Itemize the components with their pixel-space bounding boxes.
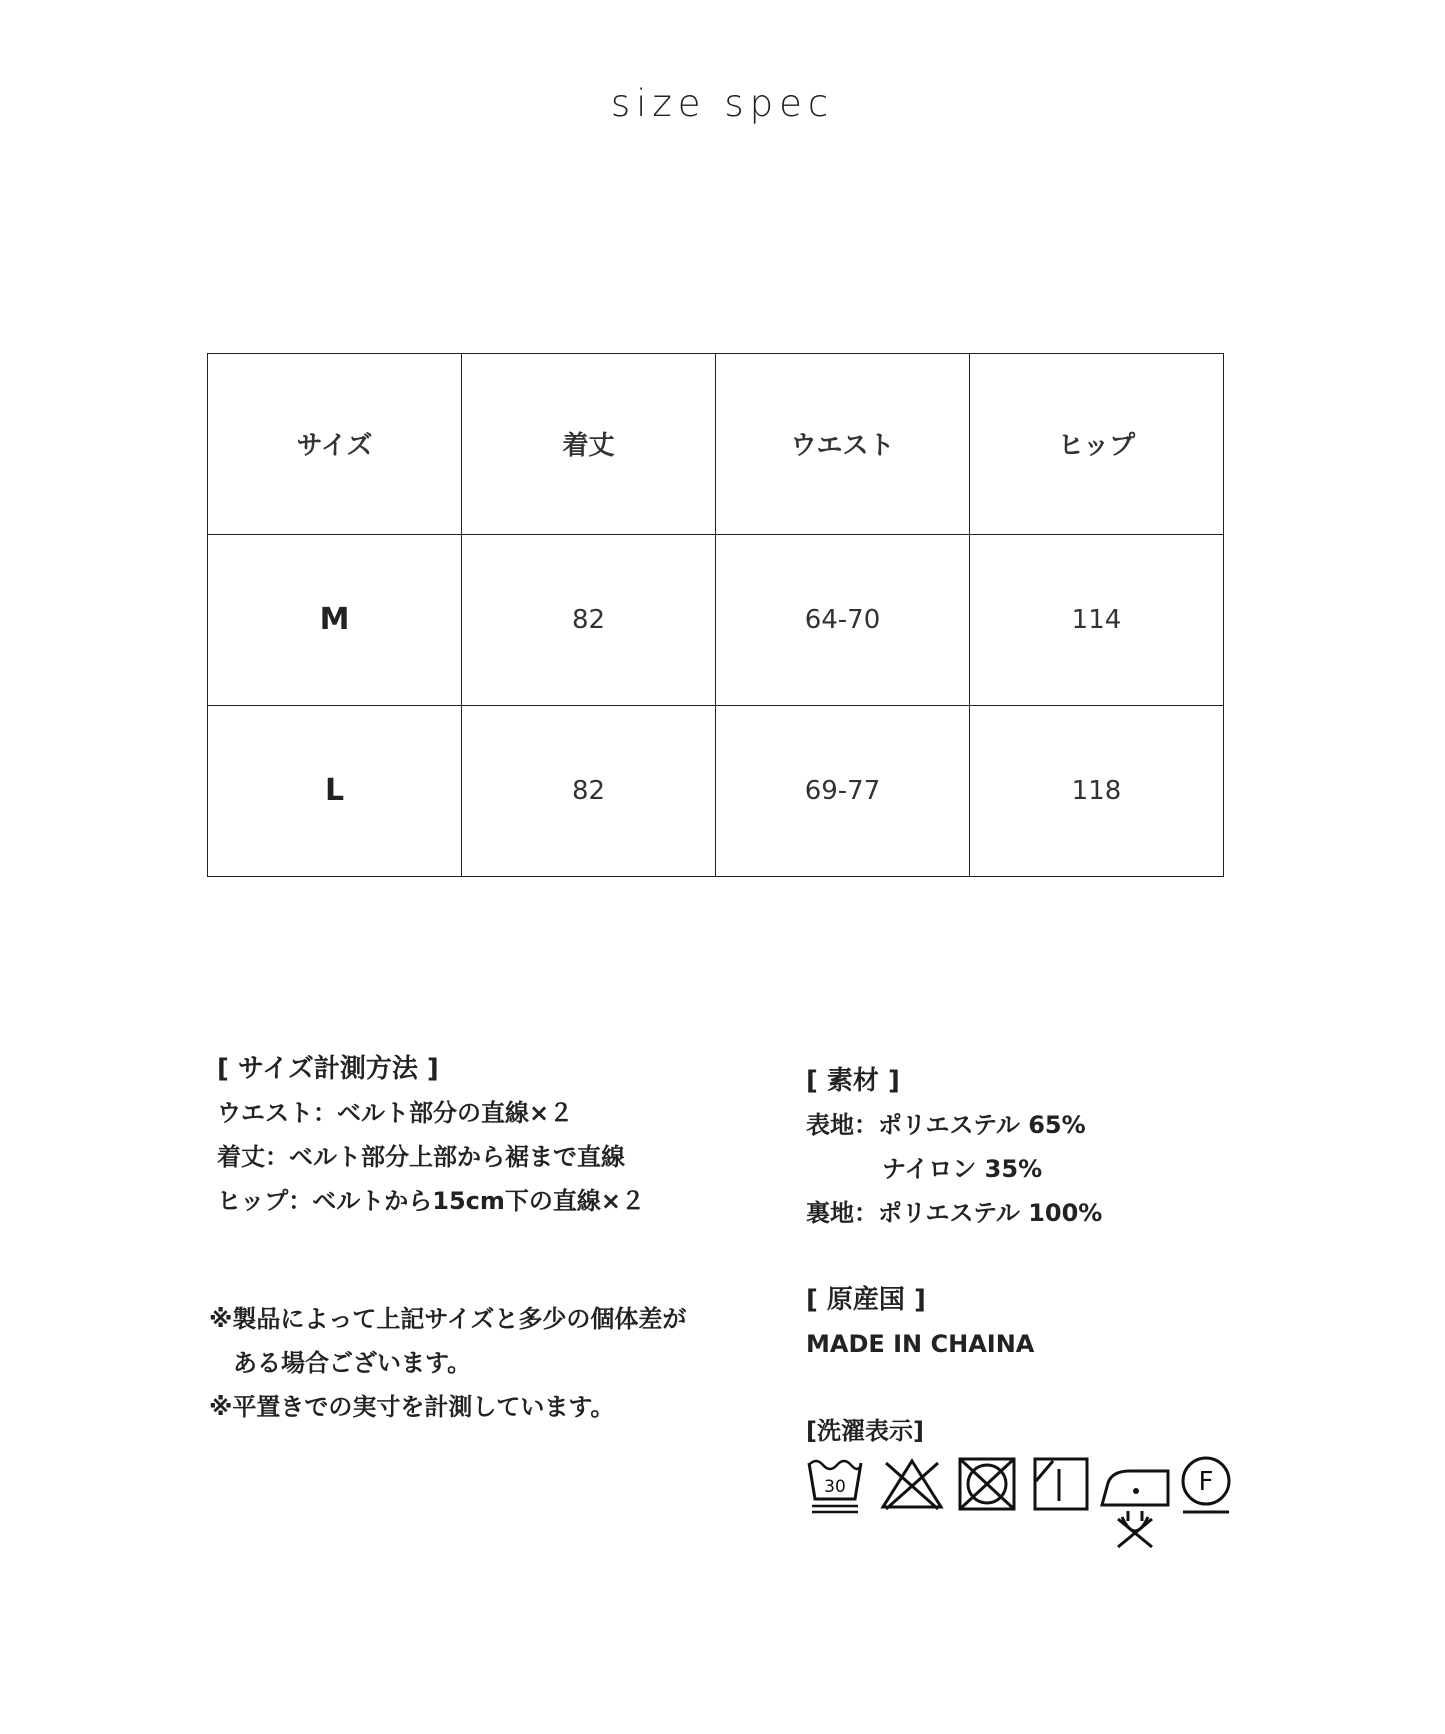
material-line: ナイロン 35% [882, 1155, 1043, 1183]
no-bleach-icon [880, 1455, 944, 1513]
waist-cell: 69-77 [716, 705, 970, 876]
header-hip: ヒップ [970, 354, 1224, 535]
measure-line: ヒップ：ベルトから15cm下の直線×２ [217, 1187, 646, 1215]
note-line: ※製品によって上記サイズと多少の個体差が [209, 1305, 687, 1333]
material-heading: [ 素材 ] [806, 1066, 900, 1096]
origin-section [806, 1278, 1034, 1366]
dryclean-letter: F [1198, 1467, 1214, 1497]
wash-30-icon [806, 1455, 864, 1517]
table-row [208, 705, 1224, 876]
size-table [207, 353, 1224, 877]
iron-low-icon [1098, 1455, 1172, 1553]
origin-value: MADE IN CHAINA [806, 1330, 1035, 1358]
table-header-row [208, 354, 1224, 535]
origin-heading: [ 原産国 ] [806, 1285, 926, 1315]
line-dry-icon [1031, 1455, 1091, 1513]
material-line: 表地：ポリエステル 65% [806, 1111, 1086, 1139]
hip-cell: 114 [970, 534, 1224, 705]
care-symbols [806, 1455, 1226, 1555]
hip-cell: 118 [970, 705, 1224, 876]
wash-temp-label: 30 [824, 1477, 846, 1497]
notes-section [209, 1297, 686, 1429]
length-cell: 82 [462, 705, 716, 876]
note-line: ある場合ございます。 [233, 1349, 472, 1377]
header-length: 着丈 [462, 354, 716, 535]
size-cell: L [208, 705, 462, 876]
no-tumble-dry-icon [956, 1455, 1018, 1513]
size-cell: M [208, 534, 462, 705]
header-waist: ウエスト [716, 354, 970, 535]
page-title: size spec [610, 82, 835, 125]
waist-cell: 64-70 [716, 534, 970, 705]
dry-clean-f-icon [1178, 1455, 1234, 1517]
measure-heading: [ サイズ計測方法 ] [217, 1054, 439, 1084]
length-cell: 82 [462, 534, 716, 705]
note-line: ※平置きでの実寸を計測しています。 [209, 1393, 615, 1421]
material-section [806, 1059, 1102, 1235]
table-row [208, 534, 1224, 705]
measure-line: ウエスト：ベルト部分の直線×２ [217, 1099, 574, 1127]
care-heading: [洗濯表示] [806, 1417, 924, 1445]
measure-section [217, 1047, 645, 1223]
measure-line: 着丈：ベルト部分上部から裾まで直線 [217, 1143, 625, 1171]
material-line: 裏地：ポリエステル 100% [806, 1199, 1103, 1227]
header-size: サイズ [208, 354, 462, 535]
